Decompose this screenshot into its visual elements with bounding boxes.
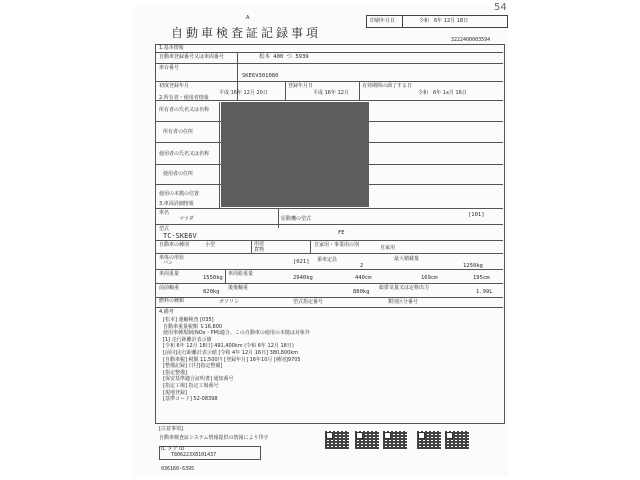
owner-address-label: 所有者の住所 bbox=[163, 129, 194, 135]
remark-line: [指定工場] 指定工場番号 bbox=[163, 382, 219, 389]
remark-line: [令和 6年 12月 18日] 491,400km (令和 6年 12月 18日) bbox=[163, 343, 294, 350]
registration-number-value: 松本 400 つ 5939 bbox=[259, 54, 309, 60]
handwritten-note: 54 bbox=[494, 2, 507, 13]
type-designation-label: 型式指定番号 bbox=[293, 299, 324, 305]
remark-line: [1] 走行距離計表示値 bbox=[163, 336, 212, 343]
remark-line: [前回]走行距離計表示値 [令和 4年 12月 16日] 380,800km bbox=[163, 349, 299, 356]
vehicle-weight-label: 車両重量 bbox=[159, 271, 180, 277]
rear-axle-label: 後後軸重 bbox=[228, 285, 249, 291]
displacement-value: 1.99L bbox=[476, 289, 493, 295]
engine-model-value: FE bbox=[338, 230, 345, 236]
owner-name-label: 所有者の氏名又は名称 bbox=[159, 107, 210, 113]
registration-date-value: 平成 16年 12月 bbox=[313, 90, 349, 96]
user-name-label: 使用者の氏名又は名称 bbox=[159, 151, 210, 157]
base-location-label: 使用の本拠の位置 bbox=[159, 191, 200, 197]
notice-label: [注意事項] bbox=[159, 426, 183, 432]
fuel-type-label: 燃料の種類 bbox=[159, 298, 185, 304]
capacity-value: 2 bbox=[360, 263, 364, 269]
use-label: 用途 bbox=[254, 241, 265, 247]
inspection-certificate-page bbox=[133, 2, 508, 476]
fuel-type-value: ガソリン bbox=[219, 299, 240, 305]
private-business-value: 自家用 bbox=[380, 245, 396, 251]
max-load-value: 1250kg bbox=[463, 263, 483, 269]
remark-line: [保安基準適合証明書] 通知番号 bbox=[163, 376, 234, 383]
body-shape-value: バン bbox=[163, 260, 174, 266]
remark-line: 使用車種規制(NOx・PM)適合。この自動車の使用の本拠は対象外 bbox=[163, 330, 310, 337]
body-shape-code: [021] bbox=[293, 259, 310, 265]
expiry-label: 有効期間の満了する日 bbox=[362, 83, 413, 89]
width-value: 169cm bbox=[421, 275, 438, 281]
max-load-label: 最大積載量 bbox=[394, 256, 420, 262]
issue-date-value: 令和 6年 12月 18日 bbox=[419, 18, 469, 24]
ic-tag-value: T806223X8101437 bbox=[171, 452, 217, 458]
issue-date-stamp bbox=[366, 15, 508, 28]
issue-date-label: 印刷年月日 bbox=[370, 18, 396, 24]
remarks-block bbox=[163, 317, 393, 403]
front-axle-value: 820kg bbox=[203, 289, 220, 295]
section1-heading: 1.基本情報 bbox=[159, 45, 184, 51]
expiry-value: 令和 6年 1x月 16日 bbox=[418, 90, 467, 96]
height-value: 195cm bbox=[473, 275, 490, 281]
section2-heading: 2.所有者・使用者情報 bbox=[159, 95, 209, 101]
maker-label: 車名 bbox=[159, 210, 170, 216]
chassis-number-label: 車台番号 bbox=[159, 65, 180, 71]
maker-value: マツダ bbox=[179, 216, 194, 222]
class-number-label: 類別区分番号 bbox=[388, 299, 419, 305]
gross-weight-label: 車両総重量 bbox=[228, 271, 254, 277]
chassis-number-value: SKE6V301080 bbox=[242, 73, 279, 79]
engine-model-label: 原動機の型式 bbox=[281, 216, 312, 222]
remark-line: [松本] 運輸検査 [035] bbox=[163, 317, 214, 323]
front-axle-label: 前前軸重 bbox=[159, 285, 180, 291]
serial-number: 036160-6395 bbox=[161, 466, 195, 472]
first-registration-label: 初度登録年月 bbox=[159, 83, 190, 89]
user-address-label: 使用者の住所 bbox=[163, 171, 194, 177]
vehicle-kind-value: 小型 bbox=[205, 242, 216, 248]
gross-weight-value: 2940kg bbox=[293, 275, 313, 281]
qr-code-icon bbox=[417, 431, 441, 449]
remark-line: [現地登録] bbox=[163, 389, 187, 396]
ic-tag-label: IC タグ ID bbox=[161, 446, 185, 452]
private-business-label: 自家用・事業用の別 bbox=[314, 242, 360, 248]
vehicle-weight-value: 1550kg bbox=[203, 275, 223, 281]
redacted-owner-info bbox=[221, 102, 369, 207]
qr-code-icon bbox=[445, 431, 469, 449]
remark-line: [整備記録] 日付[指定整備] bbox=[163, 363, 223, 370]
remark-line: [指定整備] bbox=[163, 369, 187, 376]
section4-heading: 4.備考 bbox=[159, 309, 174, 315]
length-value: 440cm bbox=[355, 275, 372, 281]
document-title: 自動車検査証記録事項 bbox=[171, 26, 322, 40]
registration-date-label: 登録年月日 bbox=[288, 83, 314, 89]
registration-number-label: 自動車登録番号又は車両番号 bbox=[159, 54, 225, 60]
qr-code-icon bbox=[355, 431, 379, 449]
notice-text: 自動車検査証システム情報提供の情報により印字 bbox=[159, 435, 269, 441]
displacement-label: 総排気量又は定格出力 bbox=[379, 285, 430, 291]
remark-line: [自動車税] 税額 11,500円 [登録年月] 16年10月 [種別]9705 bbox=[163, 356, 301, 363]
first-registration-value: 平成 16年 12月 20日 bbox=[219, 90, 268, 96]
capacity-label: 乗車定員 bbox=[317, 257, 338, 263]
remark-line: [基準コード] 52-08398 bbox=[163, 396, 218, 403]
maker-code: [101] bbox=[468, 212, 485, 218]
use-value: 貨物 bbox=[254, 247, 265, 253]
rear-axle-value: 880kg bbox=[353, 289, 370, 295]
qr-code-icon bbox=[383, 431, 407, 449]
body-shape-label: 車体の形状 bbox=[159, 255, 185, 261]
remark-line: 自動車重量税額 ￥16,800 bbox=[163, 323, 223, 330]
model-value: TC-SKE6V bbox=[163, 232, 197, 240]
model-label: 型式 bbox=[159, 226, 170, 232]
section3-heading: 3.車両詳細情報 bbox=[159, 201, 194, 207]
qr-code-icon bbox=[325, 431, 349, 449]
vehicle-kind-label: 自動車の種別 bbox=[159, 242, 190, 248]
document-number: 3222400003594 bbox=[451, 37, 491, 43]
header-mark: A bbox=[246, 15, 250, 21]
